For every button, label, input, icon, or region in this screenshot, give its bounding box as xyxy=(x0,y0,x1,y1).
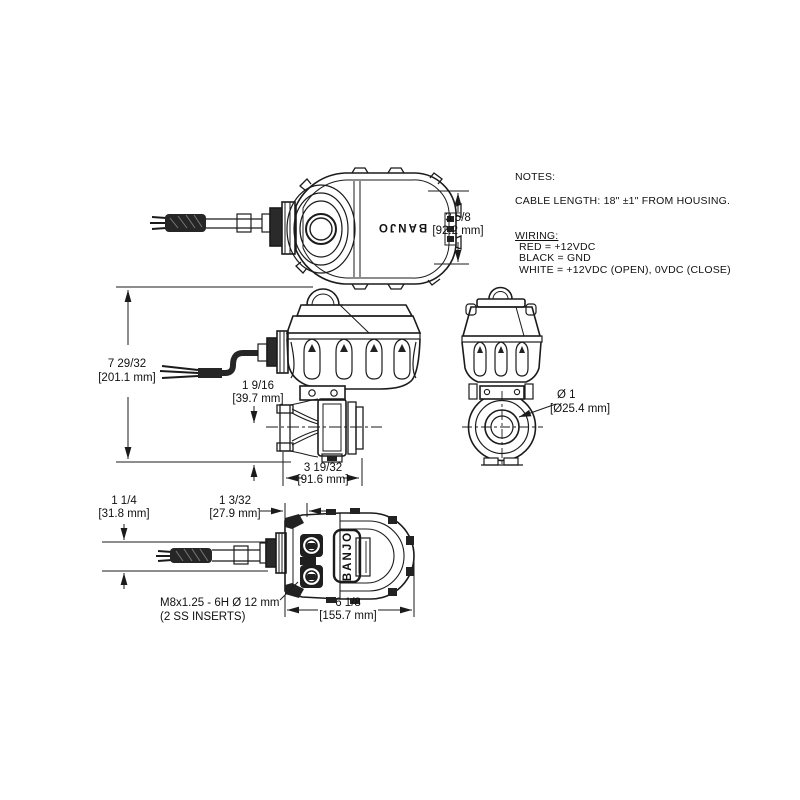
cable-wires xyxy=(150,217,166,229)
svg-text:1 9/16: 1 9/16 xyxy=(242,380,274,392)
svg-text:1 3/32: 1 3/32 xyxy=(219,495,251,507)
svg-text:1 1/4: 1 1/4 xyxy=(111,495,137,507)
dome-rings xyxy=(287,185,355,273)
wiring-line-red: RED = +12VDC xyxy=(519,241,596,253)
dim-centerline xyxy=(232,380,283,481)
insert-callout xyxy=(160,582,298,623)
svg-text:[31.8 mm]: [31.8 mm] xyxy=(98,508,150,520)
svg-text:[91.6 mm]: [91.6 mm] xyxy=(297,474,349,486)
front-ribs xyxy=(291,339,416,379)
wiring-lines xyxy=(519,242,731,276)
wiring-line-white: WHITE = +12VDC (OPEN), 0VDC (CLOSE) xyxy=(519,263,731,276)
side-ribs xyxy=(474,342,528,376)
top-view xyxy=(150,168,461,289)
wiring-title: WIRING: xyxy=(515,230,559,242)
svg-text:[155.7 mm]: [155.7 mm] xyxy=(319,610,377,622)
brand-label-bottom: BANJO xyxy=(342,530,354,582)
bottom-cable xyxy=(156,546,260,564)
notes-title: NOTES: xyxy=(515,171,556,183)
svg-text:[39.7 mm]: [39.7 mm] xyxy=(232,393,284,405)
brand-label-top: BANJO xyxy=(376,221,428,233)
svg-text:[92.2 mm]: [92.2 mm] xyxy=(432,225,484,237)
insert-bosses xyxy=(300,534,323,588)
svg-text:(2 SS INSERTS): (2 SS INSERTS) xyxy=(160,611,246,623)
valve-body xyxy=(277,399,363,462)
svg-text:6 1/8: 6 1/8 xyxy=(335,597,361,609)
svg-text:[201.1 mm]: [201.1 mm] xyxy=(98,372,156,384)
svg-text:3 19/32: 3 19/32 xyxy=(303,462,343,474)
dim-mount-depth xyxy=(209,495,332,532)
front-view xyxy=(160,289,420,462)
svg-text:7 29/32: 7 29/32 xyxy=(107,358,147,370)
side-view xyxy=(462,288,543,466)
front-cable xyxy=(160,353,258,378)
svg-text:Ø 1: Ø 1 xyxy=(557,389,576,401)
svg-text:M8x1.25 - 6H Ø 12 mm: M8x1.25 - 6H Ø 12 mm xyxy=(160,597,280,609)
dim-top-height xyxy=(428,191,484,264)
wiring-line-black: BLACK = GND xyxy=(519,252,591,265)
svg-text:[27.9 mm]: [27.9 mm] xyxy=(209,508,261,520)
svg-text:3 5/8: 3 5/8 xyxy=(445,212,471,224)
cable-length-note: CABLE LENGTH: 18" ±1" FROM HOUSING. xyxy=(515,195,731,207)
svg-text:[Ø25.4 mm]: [Ø25.4 mm] xyxy=(550,403,611,415)
